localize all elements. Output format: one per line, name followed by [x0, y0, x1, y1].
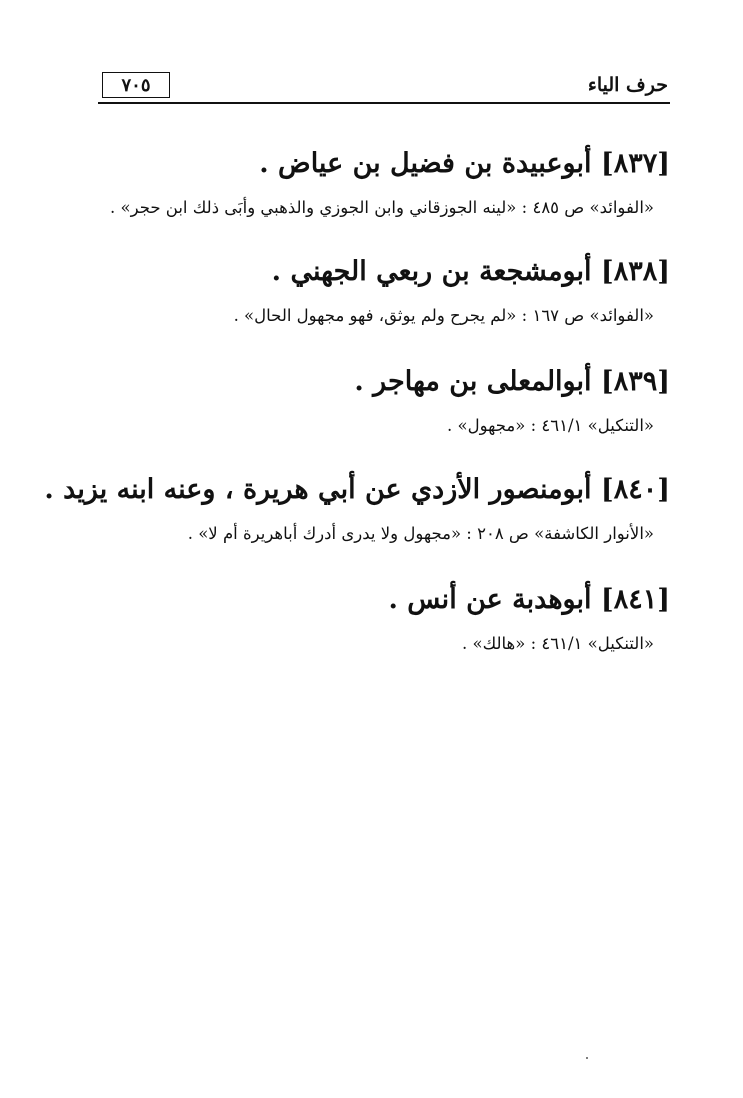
- entry-note: «التنكيل» ٤٦١/١ : «هالك» .: [462, 634, 654, 653]
- entry-title: [٨٣٩] أبوالمعلى بن مهاجر .: [354, 366, 670, 397]
- entry-838: [98, 248, 670, 336]
- entry-840: [44, 466, 670, 554]
- entry-841: [98, 576, 670, 664]
- running-title: حرف الياء: [587, 74, 668, 96]
- entry-title: [٨٣٨] أبومشجعة بن ربعي الجهني .: [271, 256, 670, 287]
- entry-837: [98, 140, 670, 228]
- entry-note: «الفوائد» ص ٤٨٥ : «لينه الجوزقاني وابن الجوزي والذهبي وأبَى ذلك ابن حجر» .: [110, 198, 654, 217]
- entry-title: [٨٤١] أبوهدبة عن أنس .: [388, 584, 670, 615]
- header-rule: [98, 102, 670, 104]
- page-number: ٧٠٥: [102, 72, 170, 98]
- entry-839: [98, 358, 670, 446]
- page-header: [98, 70, 670, 104]
- scan-speck: [586, 1057, 588, 1059]
- entry-note: «التنكيل» ٤٦١/١ : «مجهول» .: [447, 416, 654, 435]
- entry-note: «الأنوار الكاشفة» ص ٢٠٨ : «مجهول ولا يدرى أدرك أباهريرة أم لا» .: [187, 524, 654, 543]
- entries-list: [44, 140, 670, 664]
- entry-title: [٨٣٧] أبوعبيدة بن فضيل بن عياض .: [259, 148, 670, 179]
- entry-note: «الفوائد» ص ١٦٧ : «لم يجرح ولم يوثق، فهو مجهول الحال» .: [233, 306, 654, 325]
- entry-title: [٨٤٠] أبومنصور الأزدي عن أبي هريرة ، وعنه ابنه يزيد .: [44, 474, 670, 505]
